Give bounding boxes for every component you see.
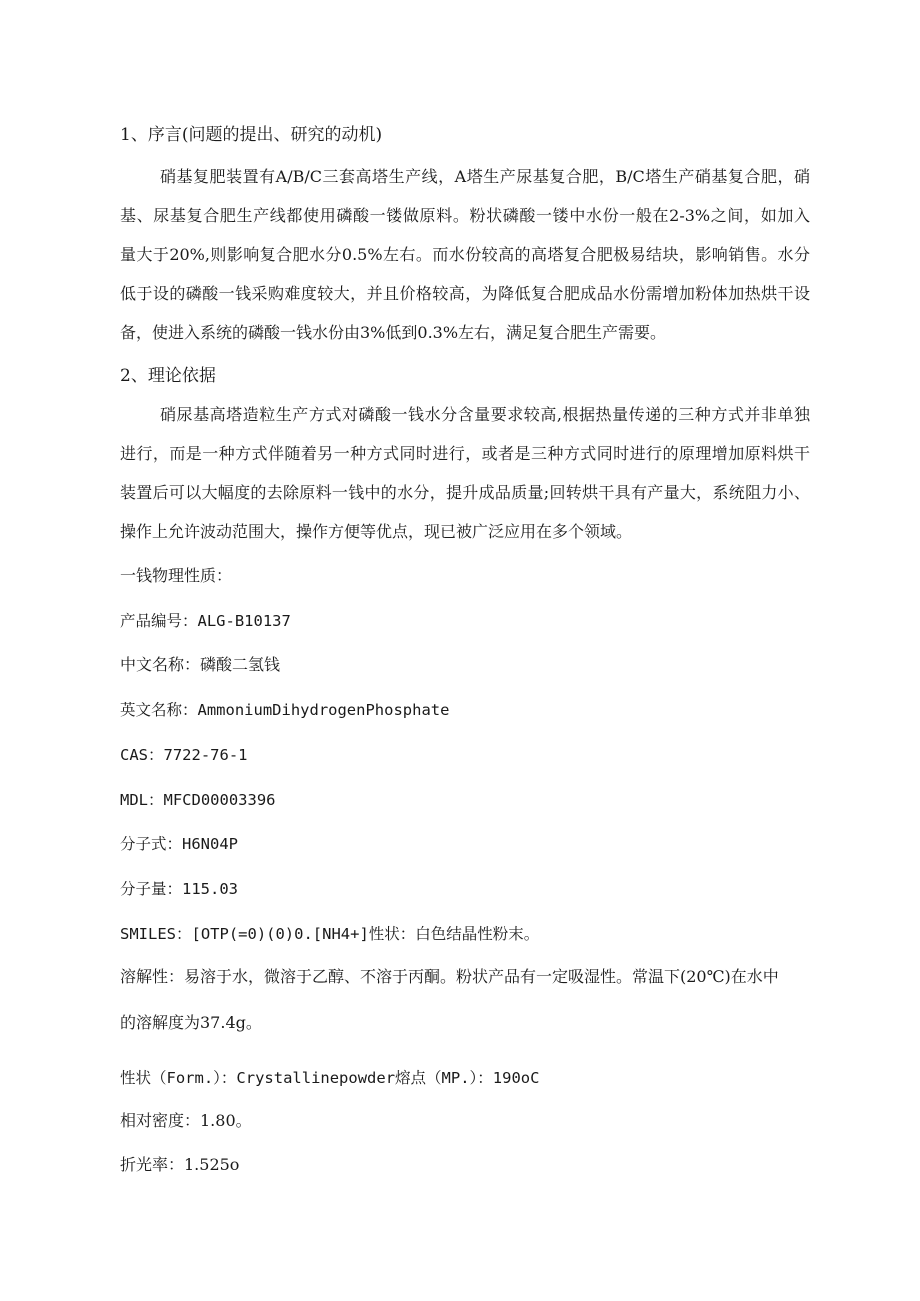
form-melting-point: 性状（Form.）：Crystallinepowder熔点（MP.）：190oC <box>120 1069 540 1087</box>
section-1-paragraph-line: 基、尿基复合肥生产线都使用磷酸一镂做原料。粉状磷酸一镂中水份一般在2-3%之间，如加入 <box>120 206 810 225</box>
relative-density: 相对密度：1.80。 <box>120 1111 252 1130</box>
section-1-paragraph-line: 低于设的磷酸一钱采购难度较大，并且价格较高，为降低复合肥成品水份需增加粉体加热烘干设 <box>120 284 810 303</box>
section-1-paragraph-line: 硝基复肥装置有A/B/C三套高塔生产线，A塔生产尿基复合肥，B/C塔生产硝基复合肥，硝 <box>160 167 810 186</box>
cas-number: CAS：7722-76-1 <box>120 746 248 764</box>
refractive-index: 折光率：1.525o <box>120 1155 240 1174</box>
mdl-number: MDL：MFCD00003396 <box>120 791 276 809</box>
section-2-paragraph-line: 进行，而是一种方式伴随着另一种方式同时进行，或者是三种方式同时进行的原理增加原料烘干 <box>120 444 810 463</box>
molecular-formula: 分子式：H6N04P <box>120 835 238 853</box>
section-1-paragraph-line: 备，使进入系统的磷酸一钱水份由3%低到0.3%左右，满足复合肥生产需要。 <box>120 323 667 342</box>
chinese-name: 中文名称：磷酸二氢钱 <box>120 655 281 674</box>
section-1-paragraph-line: 量大于20%,则影响复合肥水分0.5%左右。而水份较高的高塔复合肥极易结块，影响销售。水分 <box>120 245 810 264</box>
section-2-paragraph-line: 装置后可以大幅度的去除原料一钱中的水分，提升成品质量;回转烘干具有产量大，系统阻力小、 <box>120 483 810 502</box>
molecular-weight: 分子量：115.03 <box>120 880 238 898</box>
product-code: 产品编号：ALG-B10137 <box>120 612 291 630</box>
solubility-line: 溶解性：易溶于水，微溶于乙醇、不溶于丙酮。粉状产品有一定吸湿性。常温下(20℃)在水中 <box>120 967 779 986</box>
english-name: 英文名称：AmmoniumDihydrogenPhosphate <box>120 701 450 719</box>
section-2-paragraph-line: 硝尿基高塔造粒生产方式对磷酸一钱水分含量要求较高,根据热量传递的三种方式并非单独 <box>160 405 810 424</box>
section-1-heading: 1、序言(问题的提出、研究的动机) <box>120 125 383 145</box>
smiles-appearance: SMILES：[OTP(=0)(0)0.[NH4+]性状：白色结晶性粉末。 <box>120 925 540 943</box>
section-2-heading: 2、理论依据 <box>120 366 216 386</box>
solubility-line: 的溶解度为37.4g。 <box>120 1013 262 1032</box>
properties-title: 一钱物理性质： <box>120 566 233 585</box>
section-2-paragraph-line: 操作上允许波动范围大，操作方便等优点，现已被广泛应用在多个领域。 <box>120 522 633 541</box>
